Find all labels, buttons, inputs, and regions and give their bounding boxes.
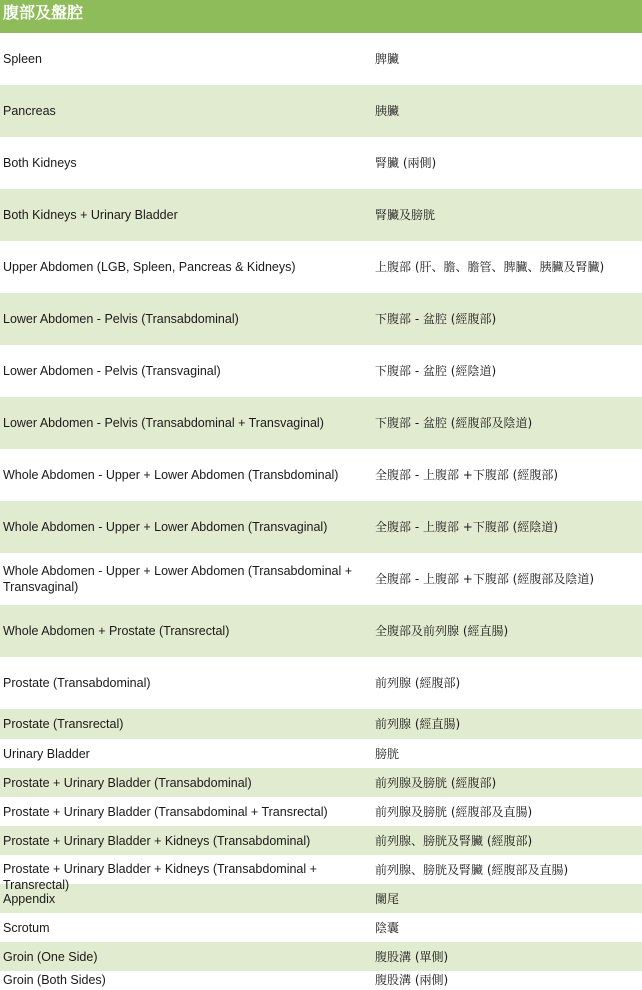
exam-name-zh: 前列腺、膀胱及腎臟 (經腹部) bbox=[375, 833, 533, 848]
exam-name-zh: 前列腺及膀胱 (經腹部) bbox=[375, 775, 497, 790]
exam-name-zh: 下腹部 - 盆腔 (經腹部及陰道) bbox=[375, 416, 533, 430]
exam-name-zh: 全腹部 - 上腹部 +下腹部 (經腹部) bbox=[375, 468, 559, 482]
exam-name-en: Both Kidneys bbox=[3, 156, 77, 170]
table-row bbox=[0, 345, 642, 397]
section-title: 腹部及盤腔 bbox=[3, 3, 84, 22]
exam-name-en: Prostate (Transrectal) bbox=[3, 717, 124, 731]
exam-name-zh: 前列腺 (經直腸) bbox=[375, 717, 461, 731]
exam-name-zh: 腹股溝 (兩側) bbox=[375, 973, 449, 987]
table-row bbox=[0, 657, 642, 709]
exam-name-zh: 闌尾 bbox=[375, 891, 400, 906]
exam-name-en: Upper Abdomen (LGB, Spleen, Pancreas & Kidneys) bbox=[3, 260, 296, 274]
exam-name-zh: 前列腺 (經腹部) bbox=[375, 676, 461, 690]
exam-name-en: Prostate (Transabdominal) bbox=[3, 676, 151, 690]
table-row bbox=[0, 33, 642, 85]
exam-name-en: Lower Abdomen - Pelvis (Transabdominal) bbox=[3, 312, 239, 326]
exam-name-zh: 膀胱 bbox=[375, 746, 400, 761]
exam-name-zh: 全腹部 - 上腹部 +下腹部 (經陰道) bbox=[375, 520, 559, 534]
table-row bbox=[0, 942, 642, 971]
exam-name-zh: 腹股溝 (單側) bbox=[375, 949, 449, 964]
exam-name-en: Both Kidneys + Urinary Bladder bbox=[3, 208, 178, 222]
table-row bbox=[0, 137, 642, 189]
table-row bbox=[0, 85, 642, 137]
table-row bbox=[0, 971, 642, 989]
exam-name-en: Prostate + Urinary Bladder (Transabdominal) bbox=[3, 775, 252, 790]
table-row bbox=[0, 397, 642, 449]
price-table bbox=[0, 33, 642, 989]
table-row bbox=[0, 709, 642, 739]
exam-name-zh: 下腹部 - 盆腔 (經陰道) bbox=[375, 364, 497, 378]
table-row bbox=[0, 553, 642, 605]
exam-name-zh: 胰臟 bbox=[375, 104, 400, 118]
exam-name-zh: 前列腺、膀胱及腎臟 (經腹部及直腸) bbox=[375, 862, 569, 877]
exam-name-en: Prostate + Urinary Bladder + Kidneys (Transabdominal) bbox=[3, 833, 311, 848]
table-row bbox=[0, 797, 642, 826]
exam-name-zh: 全腹部 - 上腹部 +下腹部 (經腹部及陰道) bbox=[375, 572, 595, 586]
exam-name-en: Whole Abdomen + Prostate (Transrectal) bbox=[3, 624, 230, 638]
table-row bbox=[0, 501, 642, 553]
exam-name-en: Spleen bbox=[3, 52, 42, 66]
exam-name-zh: 脾臟 bbox=[375, 52, 400, 66]
exam-name-en: Pancreas bbox=[3, 104, 56, 118]
table-row bbox=[0, 189, 642, 241]
exam-name-zh: 全腹部及前列腺 (經直腸) bbox=[375, 624, 509, 638]
exam-name-en: Scrotum bbox=[3, 920, 50, 935]
exam-name-en: Lower Abdomen - Pelvis (Transabdominal + Transvaginal) bbox=[3, 416, 324, 430]
exam-name-en: Appendix bbox=[3, 891, 56, 906]
exam-name-en: Whole Abdomen - Upper + Lower Abdomen (Transvaginal) bbox=[3, 520, 328, 534]
table-row bbox=[0, 855, 642, 892]
table-row bbox=[0, 768, 642, 797]
table-row bbox=[0, 605, 642, 657]
exam-name-en: Groin (Both Sides) bbox=[3, 973, 106, 987]
exam-name-zh: 陰囊 bbox=[375, 920, 400, 935]
exam-name-en: Prostate + Urinary Bladder (Transabdominal + Transrectal) bbox=[3, 804, 328, 819]
exam-name-zh: 腎臟 (兩側) bbox=[375, 156, 437, 170]
exam-name-zh: 前列腺及膀胱 (經腹部及直腸) bbox=[375, 804, 533, 819]
table-row bbox=[0, 884, 642, 913]
exam-name-en: Whole Abdomen - Upper + Lower Abdomen (Transabdominal + Transvaginal) bbox=[3, 564, 353, 594]
exam-name-en: Urinary Bladder bbox=[3, 746, 90, 761]
exam-name-zh: 上腹部 (肝、膽、膽管、脾臟、胰臟及腎臟) bbox=[375, 260, 605, 274]
table-row bbox=[0, 826, 642, 855]
table-row bbox=[0, 913, 642, 942]
exam-name-zh: 下腹部 - 盆腔 (經腹部) bbox=[375, 312, 497, 326]
exam-name-zh: 腎臟及膀胱 bbox=[375, 208, 436, 222]
table-row bbox=[0, 293, 642, 345]
exam-name-en: Whole Abdomen - Upper + Lower Abdomen (Transbdominal) bbox=[3, 468, 339, 482]
exam-name-en: Lower Abdomen - Pelvis (Transvaginal) bbox=[3, 364, 221, 378]
table-row bbox=[0, 241, 642, 293]
table-row bbox=[0, 449, 642, 501]
exam-name-en: Prostate + Urinary Bladder + Kidneys (Transabdominal + Transrectal) bbox=[3, 862, 317, 892]
exam-name-en: Groin (One Side) bbox=[3, 949, 98, 964]
table-row bbox=[0, 739, 642, 768]
section-header bbox=[0, 0, 642, 33]
